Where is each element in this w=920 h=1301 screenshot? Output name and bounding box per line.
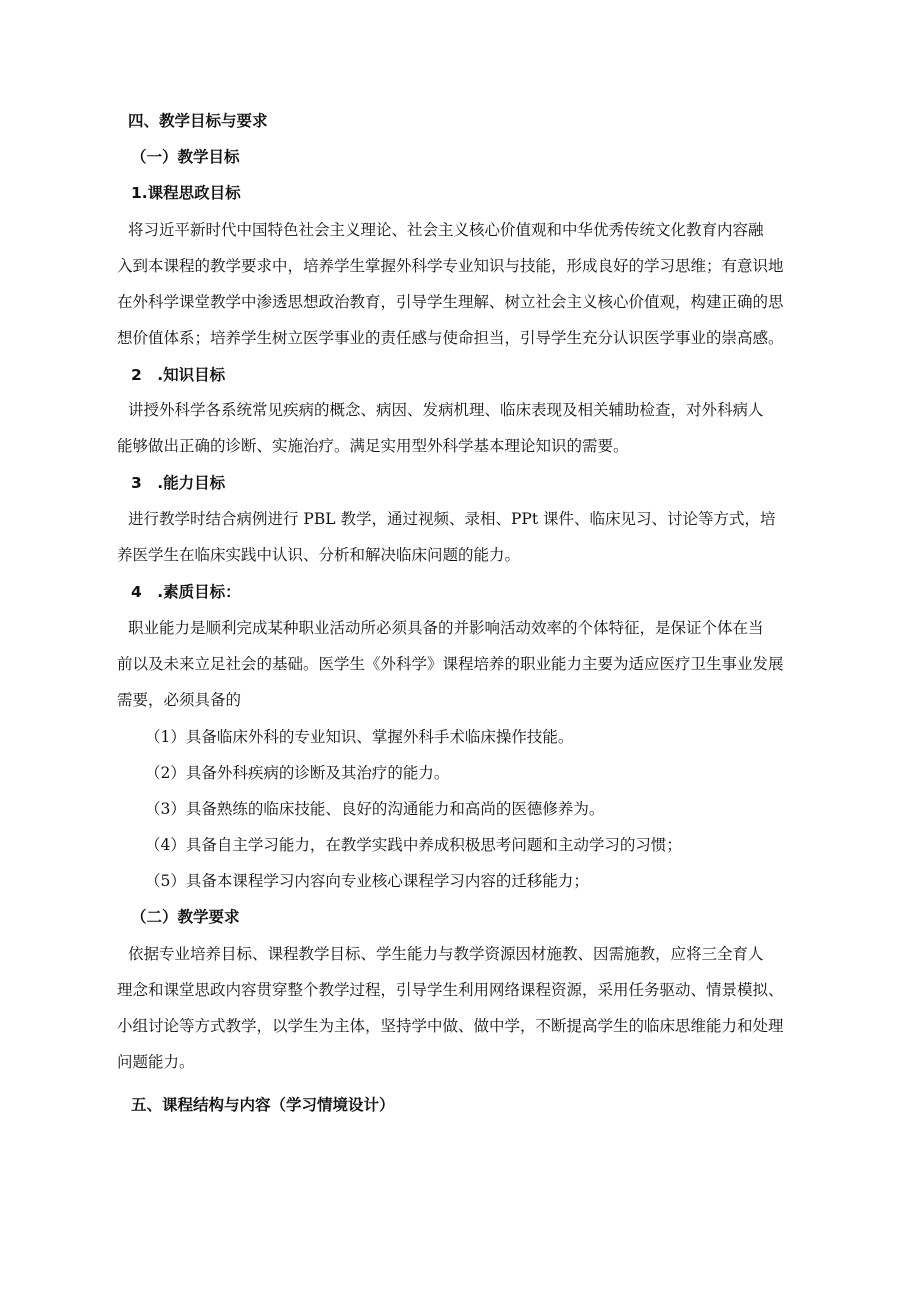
subsection-teaching-requirements-heading: （二）教学要求: [131, 908, 240, 926]
knowledge-goal-heading: 2 .知识目标: [131, 366, 226, 384]
quality-goal-line-3: 需要，必须具备的: [117, 691, 242, 709]
section-4-heading: 四、教学目标与要求: [128, 112, 268, 130]
ideological-goal-line-4: 想价值体系；培养学生树立医学事业的责任感与使命担当，引导学生充分认识医学事业的崇高感。: [117, 329, 784, 347]
ideological-goal-line-1: 将习近平新时代中国特色社会主义理论、社会主义核心价值观和中华优秀传统文化教育内容融: [128, 221, 764, 239]
quality-goal-line-1: 职业能力是顺利完成某种职业活动所必须具备的并影响活动效率的个体特征，是保证个体在当: [128, 619, 764, 637]
requirements-line-2: 理念和课堂思政内容贯穿整个教学过程，引导学生利用网络课程资源，采用任务驱动、情景模拟、: [117, 981, 784, 999]
subsection-teaching-goals-heading: （一）教学目标: [131, 148, 240, 166]
requirements-line-4: 问题能力。: [117, 1053, 195, 1071]
quality-item-5: （5）具备本课程学习内容向专业核心课程学习内容的迁移能力；: [145, 872, 589, 890]
ideological-goal-line-2: 入到本课程的教学要求中，培养学生掌握外科学专业知识与技能，形成良好的学习思维；有意识地: [117, 257, 784, 275]
ability-goal-line-1: 进行教学时结合病例进行 PBL 教学，通过视频、录相、PPt 课件、临床见习、讨论等方式，培: [128, 510, 776, 528]
quality-item-2: （2）具备外科疾病的诊断及其治疗的能力。: [145, 764, 450, 782]
quality-item-1: （1）具备临床外科的专业知识、掌握外科手术临床操作技能。: [145, 728, 574, 746]
requirements-line-3: 小组讨论等方式教学，以学生为主体，坚持学中做、做中学，不断提高学生的临床思维能力和处理: [117, 1017, 784, 1035]
requirements-line-1: 依据专业培养目标、课程教学目标、学生能力与教学资源因材施教、因需施教，应将三全育人: [128, 945, 764, 963]
ability-goal-line-2: 养医学生在临床实践中认识、分析和解决临床问题的能力。: [117, 546, 521, 564]
knowledge-goal-line-1: 讲授外科学各系统常见疾病的概念、病因、发病机理、临床表现及相关辅助检查，对外科病人: [128, 401, 764, 419]
quality-goal-heading: 4 .素质目标：: [131, 583, 241, 601]
ideological-goal-heading: 1.课程思政目标: [131, 184, 241, 202]
section-5-heading: 五、课程结构与内容（学习情境设计）: [131, 1096, 395, 1114]
quality-item-4: （4）具备自主学习能力，在教学实践中养成积极思考问题和主动学习的习惯；: [145, 836, 682, 854]
ability-goal-heading: 3 .能力目标: [131, 474, 226, 492]
quality-goal-line-2: 前以及未来立足社会的基础。医学生《外科学》课程培养的职业能力主要为适应医疗卫生事业发展: [117, 655, 784, 673]
quality-item-3: （3）具备熟练的临床技能、良好的沟通能力和高尚的医德修养为。: [145, 800, 605, 818]
ideological-goal-line-3: 在外科学课堂教学中渗透思想政治教育，引导学生理解、树立社会主义核心价值观，构建正确的思: [117, 293, 784, 311]
knowledge-goal-line-2: 能够做出正确的诊断、实施治疗。满足实用型外科学基本理论知识的需要。: [117, 437, 629, 455]
